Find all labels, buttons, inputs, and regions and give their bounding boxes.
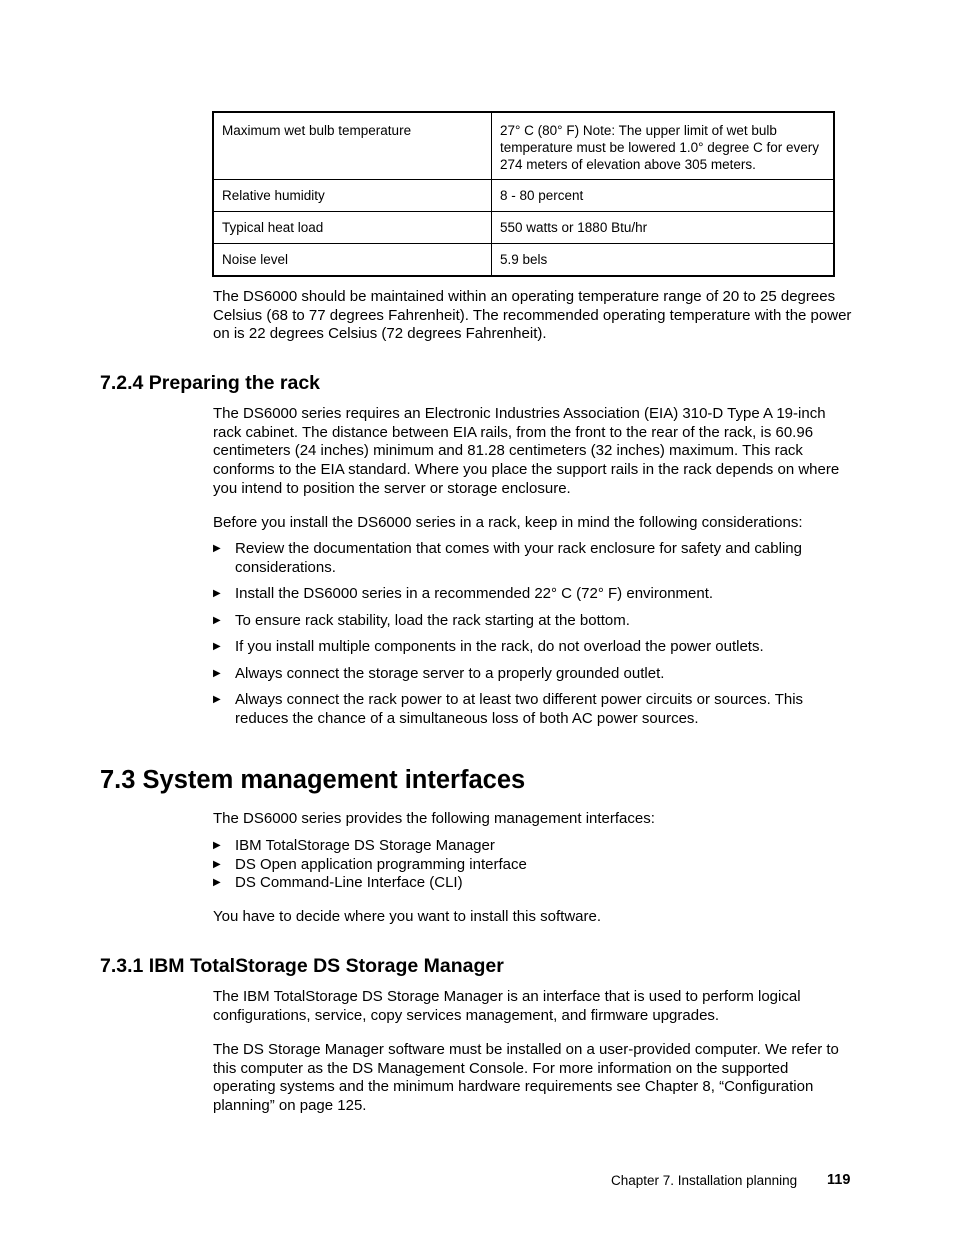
- list-item: ▶ IBM TotalStorage DS Storage Manager: [213, 837, 495, 854]
- list-item: ▶ Install the DS6000 series in a recommended 22° C (72° F) environment.: [213, 585, 714, 603]
- bullet-triangle-icon: ▶: [213, 694, 221, 706]
- list-item: ▶ Review the documentation that comes with your rack enclosure for safety and cabling considerations.: [213, 540, 802, 576]
- bullet-triangle-icon: ▶: [213, 543, 221, 554]
- list-item: ▶ If you install multiple components in the rack, do not overload the power outlets.: [213, 638, 764, 656]
- table-cell-value: 8 - 80 percent: [492, 180, 835, 212]
- management-interfaces-list: [213, 837, 853, 893]
- table-cell-label: Relative humidity: [213, 180, 492, 212]
- storage-manager-description-paragraph: The IBM TotalStorage DS Storage Manager is an interface that is used to perform logical configurations, service, copy services management, and firmware upgrades.: [213, 988, 801, 1024]
- list-item: ▶ DS Command-Line Interface (CLI): [213, 874, 463, 892]
- bullet-triangle-icon: ▶: [213, 641, 221, 653]
- install-decision-paragraph: You have to decide where you want to install this software.: [213, 908, 602, 925]
- environment-specs-table: [212, 111, 835, 277]
- table-row: [213, 244, 834, 277]
- bullet-triangle-icon: ▶: [213, 840, 221, 851]
- page-number: 119: [827, 1172, 851, 1188]
- bullet-triangle-icon: ▶: [213, 588, 221, 600]
- table-cell-label: Maximum wet bulb temperature: [213, 112, 492, 180]
- considerations-intro-paragraph: Before you install the DS6000 series in a rack, keep in mind the following considerations:: [213, 514, 803, 531]
- section-heading-7-2-4: 7.2.4 Preparing the rack: [100, 372, 321, 394]
- interfaces-intro-paragraph: The DS6000 series provides the following management interfaces:: [213, 810, 655, 827]
- bullet-triangle-icon: ▶: [213, 877, 221, 889]
- table-cell-value: 5.9 bels: [492, 244, 835, 277]
- list-item: ▶ Always connect the storage server to a properly grounded outlet.: [213, 664, 665, 682]
- footer-chapter-title: Chapter 7. Installation planning: [611, 1173, 798, 1188]
- table-cell-label: Noise level: [213, 244, 492, 277]
- table-row: [213, 180, 834, 212]
- rack-requirements-paragraph: The DS6000 series requires an Electronic Industries Association (EIA) 310-D Type A 19-inch rack cabinet. The distance between EIA rails, from the front to the rear of the rack, is 60.96 centimeters (24 inches) minimum and 81.28 centimeters (32 inches) maximum. This rack conforms to the EIA standard. Where you place the support rails in the rack depends on where you intend to position the server or storage enclosure.: [213, 405, 840, 497]
- section-heading-7-3-1: 7.3.1 IBM TotalStorage DS Storage Manager: [100, 955, 504, 977]
- table-cell-value: 550 watts or 1880 Btu/hr: [492, 212, 835, 244]
- bullet-triangle-icon: ▶: [213, 667, 221, 679]
- table-cell-value: 27° C (80° F) Note: The upper limit of wet bulb temperature must be lowered 1.0° degree C for every 274 meters of elevation above 305 meters.: [492, 112, 835, 180]
- list-item: ▶ Always connect the rack power to at least two different power circuits or sources. This reduces the chance of a simultaneous loss of both AC power sources.: [213, 691, 804, 727]
- rack-considerations-list: [213, 540, 853, 736]
- bullet-triangle-icon: ▶: [213, 858, 221, 870]
- bullet-triangle-icon: ▶: [213, 614, 221, 626]
- temperature-paragraph: The DS6000 should be maintained within an operating temperature range of 20 to 25 degrees Celsius (68 to 77 degrees Fahrenheit). The recommended operating temperature with the power on is 22 degrees Celsius (72 degrees Fahrenheit).: [213, 288, 852, 343]
- table-row: [213, 112, 834, 180]
- storage-manager-install-paragraph: The DS Storage Manager software must be installed on a user-provided computer. We refer to this computer as the DS Management Console. For more information on the supported operating systems and the minimum hardware requirements see Chapter 8, “Configuration planning” on page 125.: [213, 1041, 839, 1115]
- list-item: ▶ To ensure rack stability, load the rack starting at the bottom.: [213, 611, 630, 629]
- table-cell-label: Typical heat load: [213, 212, 492, 244]
- table-row: [213, 212, 834, 244]
- section-heading-7-3: 7.3 System management interfaces: [100, 766, 526, 794]
- list-item: ▶ DS Open application programming interface: [213, 855, 527, 873]
